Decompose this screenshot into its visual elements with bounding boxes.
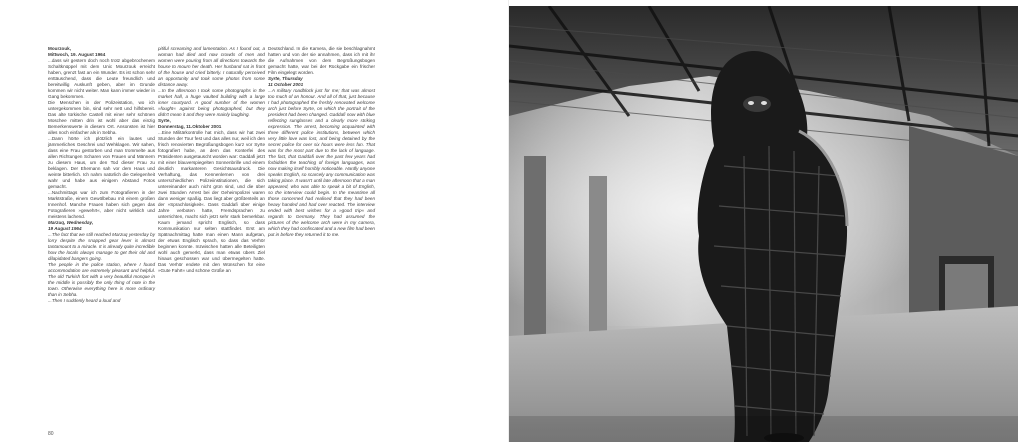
column-paragraph: ...Dann hörte ich plötzlich ein lautes und jämmerliches Geschrei und Wehklagen. Wir sahen, dass eine Frau gestorben und man trommelte aus allen Richtungen Scharen von Frauen und Männern zu diesem Haus, um den Tod dieser Frau zu beklagen. Der Ehemann sah vor dem Haus und weinte bitterlich. Ich nahm natürlich die Gelegenheit wahr und habe aus einigem Abstand Fotos gemacht. bbox=[48, 136, 155, 189]
column-paragraph: pitiful screaming and lamentation. As I found out, a woman had died and now crowds of men and women were pouring from all directions towards the house to mourn her death. Her husband sat in front of the house and cried bitterly. I naturally perceived an opportunity and took some photos from some distance away. bbox=[158, 46, 265, 87]
column-paragraph: ...Nachmittags war ich zum Fotografieren in der Marktstraße, einem Gewölbebau mit einem großen Innenhof. Manche Frauen haben sich gegen das Fotografieren »gewehrt«, aber nicht wirklich und meistens lachend. bbox=[48, 190, 155, 219]
text-column-1 bbox=[48, 46, 155, 304]
column-heading: Mourzouk, Mittwoch, 19. August 1964 bbox=[48, 46, 106, 57]
right-page bbox=[509, 0, 1018, 442]
photo-veiled-woman bbox=[509, 6, 1018, 442]
text-column-3 bbox=[268, 46, 375, 238]
column-paragraph: ...In the afternoon I took some photographs in the market hall, a huge vaulted building with a large inner courtyard. A good number of the women »fought« against being photographed, but they didn't mean it and they were mainly laughing. bbox=[158, 88, 265, 117]
column-heading: Syrte, Thursday 11 October 2001 bbox=[268, 76, 304, 87]
column-paragraph: The people in the police station, where I found accommodation are extremely pleasant and helpful. The old Turkish fort with a very beautiful mosque in the middle is possibly the only thing of note in the town. Otherwise everything here is more ordinary than in Sebha. bbox=[48, 262, 155, 297]
column-paragraph: ...Eine Militärkontrolle hat mich, dass wir hat zwei Stunden der Tour fest und das alles nur, weil ich den frisch renovierten Begrüßungsbogen kurz vor Syrte fotografiert habe, an dem das Konterfei des Präsidenten ausgetauscht worden war: Gaddafi jetzt mit einer blauverspiegelten Sonnenbrille und einem deutlich markanteren Gesichtsausdruck. Die Verhaftung, das Kennenlernen von drei unterschiedlichen Polizeiinstitutionen, die sich untereinander auch nicht grün sind, und die über zwei Stunden Arrest bei der Geheimpolizei waren dann weniger spaßig. Das liegt aber größtenteils an der »Sprachlosigkeit«. Dass Gaddafi über einige Jahre verboten hatte, Fremdsprachen zu unterrichten, macht sich jetzt sehr stark bemerkbar. Kaum jemand spricht Englisch, so dass Kommunikation nur selten stattfindet. Erst am Spätnachmittag hatte man einen Mann aufgetan, der etwas Englisch sprach, so dass das Verhör beginnen konnte. Inzwischen hatten alle Beteiligten wohl auch gemerkt, dass man etwas übers Ziel hinaus geschossen war und übermegelten hatte. Das Verhör endete mit den Wünschen für eine »Gute Fahrt« und schöne Grüße an bbox=[158, 130, 265, 273]
column-heading: Syrte, Donnerstag, 11.Oktober 2001 bbox=[158, 118, 222, 129]
column-paragraph: ...The fact that we still reached Marzuq yesterday by lorry despite the snapped gear lever is almost tantamount to a miracle. It is already quite incredible how the locals always manage to get their old and dilapidated bangers going. bbox=[48, 232, 155, 261]
column-paragraph: ...dass wir gestern doch noch trotz abgebrochenem Schaltknüppel mit dem Unic Mourzouk erreicht haben, grenzt fast an ein Wunder. Es ist schon sehr enttäuschend, dass die Leute freundlich und bereitwillig Auskunft geben, aber im Grunde kommen wir nicht weiter. Man kann immer wieder in Gang bekommen. bbox=[48, 58, 155, 99]
page-number: 80 bbox=[48, 431, 54, 437]
column-paragraph: Deutschland. In die Kamera, die sie beschlagnahmt hatten und von der sie annahmen, dass ich mit ihr die Aufnahmen von dem Begrüßungsbogen gemacht hatte, war bei der Rückgabe ein frischer Film eingelegt worden. bbox=[268, 46, 375, 75]
column-paragraph: ...Then I suddenly heard a loud and bbox=[48, 298, 121, 303]
column-heading: Marzuq, Wednesday, 19 August 1964 bbox=[48, 220, 94, 231]
column-paragraph: Die Menschen in der Polizeistation, wo ich untergekommen bin, sind sehr nett und hilfsbereit. Das alte türkische Castell mit einer sehr schönen Moschee mitten drin ist wohl aber das einzig Bemerkenswerte in diesem Ort. Ansonsten ist hier alles noch einfacher als in Sebha. bbox=[48, 100, 155, 135]
column-paragraph: ...A military roadblock just for me; that was almost too much of an honour. And all of that, just because I had photographed the freshly renovated welcome arch just before Syrte, on which the portrait of the president had been changed. Gaddafi now with blue reflecting sunglasses and a clearly more striking expression. The arrest, becoming acquainted with three different police institutions, between which very little love was lost, and being detained by the secret police for over six hours were less fun. That was for the most part due to the lack of language. The fact, that Gaddafi over the past few years had forbidden the teaching of foreign languages, was now making itself horribly noticeable. Hardly anyone speaks English, so scarcely any communication was taking place. It wasn't until late afternoon that a man appeared, who was able to speak a bit of English, so the interview could begin. In the meantime all those concerned had realised that they had been heavy handed and had over reacted. The interview ended with best wishes for a »good trip« and regards to Germany. They had assumed the pictures of the welcome arch were in my camera, which they had confiscated and a new film had been put in before they returned it to me. bbox=[268, 88, 375, 237]
text-column-2 bbox=[158, 46, 265, 274]
